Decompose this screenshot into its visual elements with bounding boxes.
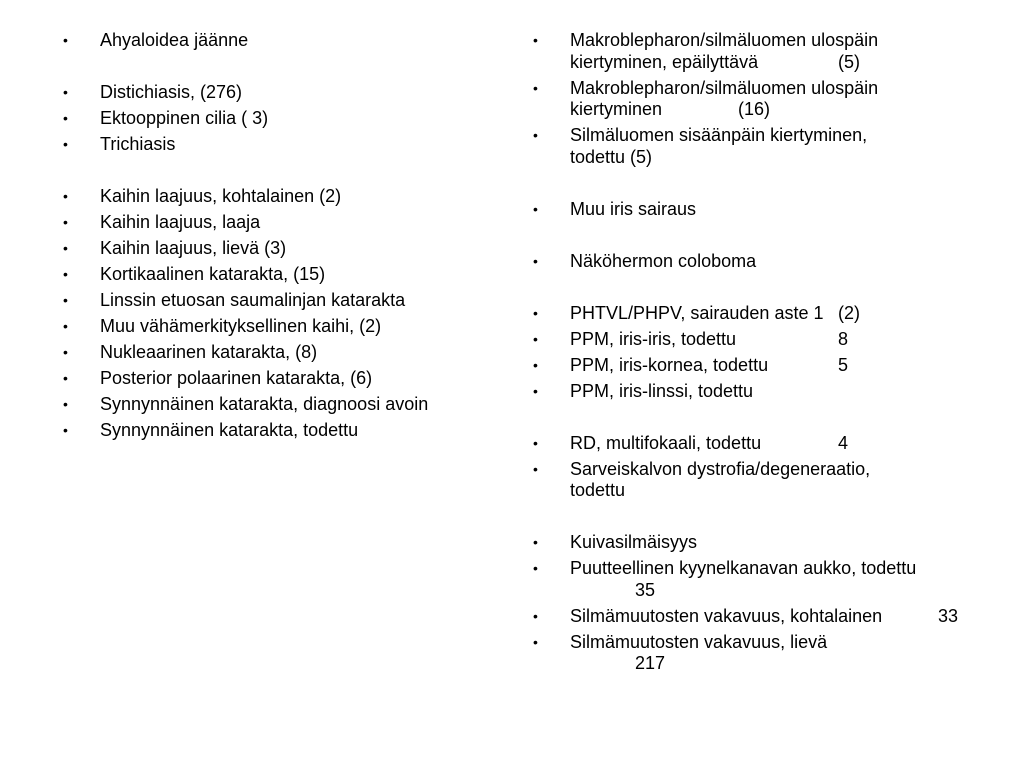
item-line (570, 433, 1008, 455)
item-text: Synnynnäinen katarakta, todettu (100, 420, 359, 440)
list-item (533, 30, 1008, 73)
item-content (570, 199, 1008, 221)
bullet-icon: • (533, 304, 538, 321)
item-text: Kaihin laajuus, laaja (100, 212, 261, 232)
bullet-icon: • (63, 240, 68, 256)
item-content (100, 394, 525, 416)
item-content (570, 606, 1008, 628)
item-text: 35 (635, 579, 656, 600)
item-content (570, 381, 1008, 403)
item-value: 5 (838, 354, 849, 375)
bullet-icon: • (533, 79, 538, 96)
list-item (533, 303, 1008, 325)
item-text: Makroblepharon/silmäluomen ulospäin (570, 30, 879, 50)
bullet-icon: • (63, 110, 68, 126)
item-content (100, 368, 525, 390)
item-content (570, 303, 1008, 325)
bullet-icon: • (63, 318, 68, 334)
bullet-icon: • (533, 356, 538, 373)
list-item (63, 420, 525, 442)
item-line (570, 459, 1008, 481)
item-content (570, 632, 1008, 675)
item-content (100, 30, 525, 52)
item-line (570, 355, 1008, 377)
item-content (100, 342, 525, 364)
list-item (63, 316, 525, 338)
item-content (570, 558, 1008, 601)
item-content (570, 459, 1008, 502)
item-text: Muu iris sairaus (570, 198, 697, 219)
item-text: Silmäluomen sisäänpäin kiertyminen, (570, 125, 868, 145)
bullet-icon: • (533, 127, 538, 143)
item-content (570, 30, 1008, 73)
bullet-icon: • (63, 266, 68, 282)
item-text: RD, multifokaali, todettu (570, 432, 762, 453)
item-line (570, 147, 1008, 169)
item-text: Synnynnäinen katarakta, diagnoosi avoin (100, 394, 429, 414)
list-item (63, 394, 525, 416)
bullet-icon: • (63, 136, 68, 152)
list-item (533, 329, 1008, 351)
item-line (570, 381, 1008, 403)
bullet-icon: • (63, 84, 68, 100)
list-item (533, 606, 1008, 628)
item-value: (2) (838, 302, 860, 323)
list-item (63, 238, 525, 260)
item-content (100, 134, 525, 156)
item-line (100, 290, 525, 312)
item-line (100, 316, 525, 338)
item-content (100, 316, 525, 338)
item-text: Kaihin laajuus, lievä (3) (100, 238, 287, 258)
list-item (63, 212, 525, 234)
item-line (100, 186, 525, 208)
list-item (533, 125, 1008, 168)
item-line (100, 238, 525, 260)
item-line (100, 264, 525, 286)
item-line (570, 251, 1008, 273)
list-item (63, 134, 525, 156)
item-content (100, 420, 525, 442)
item-line (570, 30, 1008, 52)
item-line (570, 558, 1008, 580)
list-spacer (533, 506, 1008, 528)
item-value: 33 (938, 605, 959, 626)
item-content (100, 212, 525, 234)
item-text: Sarveiskalvon dystrofia/degeneraatio, (570, 458, 871, 479)
bullet-icon: • (533, 330, 538, 347)
list-item (63, 82, 525, 104)
item-text: Muu vähämerkityksellinen kaihi, (2) (100, 316, 382, 336)
list-item (533, 78, 1008, 121)
list-item (533, 381, 1008, 403)
item-content (570, 532, 1008, 554)
item-line (570, 52, 1008, 74)
item-text: Puutteellinen kyynelkanavan aukko, todettu (570, 558, 917, 578)
item-line (570, 99, 1008, 121)
list-item (63, 108, 525, 130)
item-text: Distichiasis, (276) (100, 82, 243, 102)
item-text: Nukleaarinen katarakta, (8) (100, 342, 318, 362)
list-item (63, 342, 525, 364)
item-line (570, 580, 1008, 602)
item-line (570, 653, 1008, 675)
item-line (570, 329, 1008, 351)
item-text: Silmämuutosten vakavuus, lievä (570, 631, 828, 652)
list-item (533, 199, 1008, 221)
bullet-icon: • (533, 460, 538, 477)
item-content (570, 329, 1008, 351)
item-value: 8 (838, 328, 849, 349)
item-text: todettu (570, 480, 626, 500)
list-item (63, 186, 525, 208)
item-line (570, 78, 1008, 100)
list-spacer (533, 225, 1008, 247)
item-value: (5) (838, 51, 860, 72)
bullet-icon: • (63, 370, 68, 386)
list-spacer (63, 56, 525, 78)
item-content (100, 264, 525, 286)
item-line (570, 480, 1008, 502)
item-content (100, 108, 525, 130)
item-text: Ahyaloidea jäänne (100, 30, 249, 50)
item-text: Ektooppinen cilia ( 3) (100, 108, 269, 128)
item-content (100, 186, 525, 208)
item-content (570, 355, 1008, 377)
bullet-icon: • (533, 607, 538, 624)
list-spacer (63, 160, 525, 182)
bullet-icon: • (63, 32, 68, 48)
item-content (570, 78, 1008, 121)
item-text: Posterior polaarinen katarakta, (6) (100, 368, 373, 388)
item-line (100, 342, 525, 364)
item-text: Linssin etuosan saumalinjan katarakta (100, 290, 406, 310)
list-item (533, 251, 1008, 273)
bullet-icon: • (533, 252, 538, 269)
bullet-icon: • (63, 396, 68, 412)
item-text: PHTVL/PHPV, sairauden aste 1 (570, 302, 824, 323)
item-line (570, 532, 1008, 554)
item-content (100, 290, 525, 312)
left-list (63, 30, 525, 446)
item-text: Silmämuutosten vakavuus, kohtalainen (570, 605, 883, 626)
bullet-icon: • (63, 422, 68, 438)
list-item (533, 532, 1008, 554)
bullet-icon: • (533, 32, 538, 48)
item-text: Kortikaalinen katarakta, (15) (100, 264, 326, 284)
item-line (570, 632, 1008, 654)
item-text: Makroblepharon/silmäluomen ulospäin (570, 77, 879, 98)
bullet-icon: • (63, 188, 68, 204)
item-value: 4 (838, 432, 849, 453)
item-line (100, 212, 525, 234)
item-line (570, 199, 1008, 221)
bullet-icon: • (533, 382, 538, 399)
item-line (100, 134, 525, 156)
bullet-icon: • (533, 200, 538, 217)
item-line (100, 30, 525, 52)
item-line (100, 368, 525, 390)
item-text: 217 (635, 653, 666, 673)
item-value: (16) (738, 99, 771, 119)
item-content (100, 238, 525, 260)
item-line (570, 303, 1008, 325)
item-line (100, 82, 525, 104)
bullet-icon: • (533, 534, 538, 550)
item-content (100, 82, 525, 104)
item-line (100, 108, 525, 130)
bullet-icon: • (63, 344, 68, 360)
bullet-icon: • (63, 214, 68, 230)
list-item (63, 290, 525, 312)
item-line (570, 606, 1008, 628)
item-text: kiertyminen, epäilyttävä (570, 51, 759, 72)
item-text: Kuivasilmäisyys (570, 532, 698, 552)
item-line (100, 420, 525, 442)
list-item (533, 558, 1008, 601)
item-text: PPM, iris-kornea, todettu (570, 354, 769, 375)
list-item (63, 264, 525, 286)
list-spacer (533, 407, 1008, 429)
item-text: Trichiasis (100, 134, 176, 154)
list-spacer (533, 277, 1008, 299)
list-item (63, 368, 525, 390)
item-text: Kaihin laajuus, kohtalainen (2) (100, 186, 342, 206)
bullet-icon: • (533, 560, 538, 576)
list-item (63, 30, 525, 52)
list-item (533, 355, 1008, 377)
list-item (533, 433, 1008, 455)
list-spacer (533, 173, 1008, 195)
item-line (100, 394, 525, 416)
item-text: kiertyminen (570, 99, 663, 119)
bullet-icon: • (63, 292, 68, 308)
bullet-icon: • (533, 633, 538, 650)
list-item (533, 632, 1008, 675)
right-list (533, 30, 1008, 679)
bullet-icon: • (533, 434, 538, 451)
item-text: todettu (5) (570, 146, 653, 167)
item-text: PPM, iris-linssi, todettu (570, 380, 754, 401)
item-text: PPM, iris-iris, todettu (570, 328, 737, 349)
item-content (570, 125, 1008, 168)
item-content (570, 433, 1008, 455)
item-text: Näköhermon coloboma (570, 250, 757, 271)
list-item (533, 459, 1008, 502)
item-content (570, 251, 1008, 273)
item-line (570, 125, 1008, 147)
